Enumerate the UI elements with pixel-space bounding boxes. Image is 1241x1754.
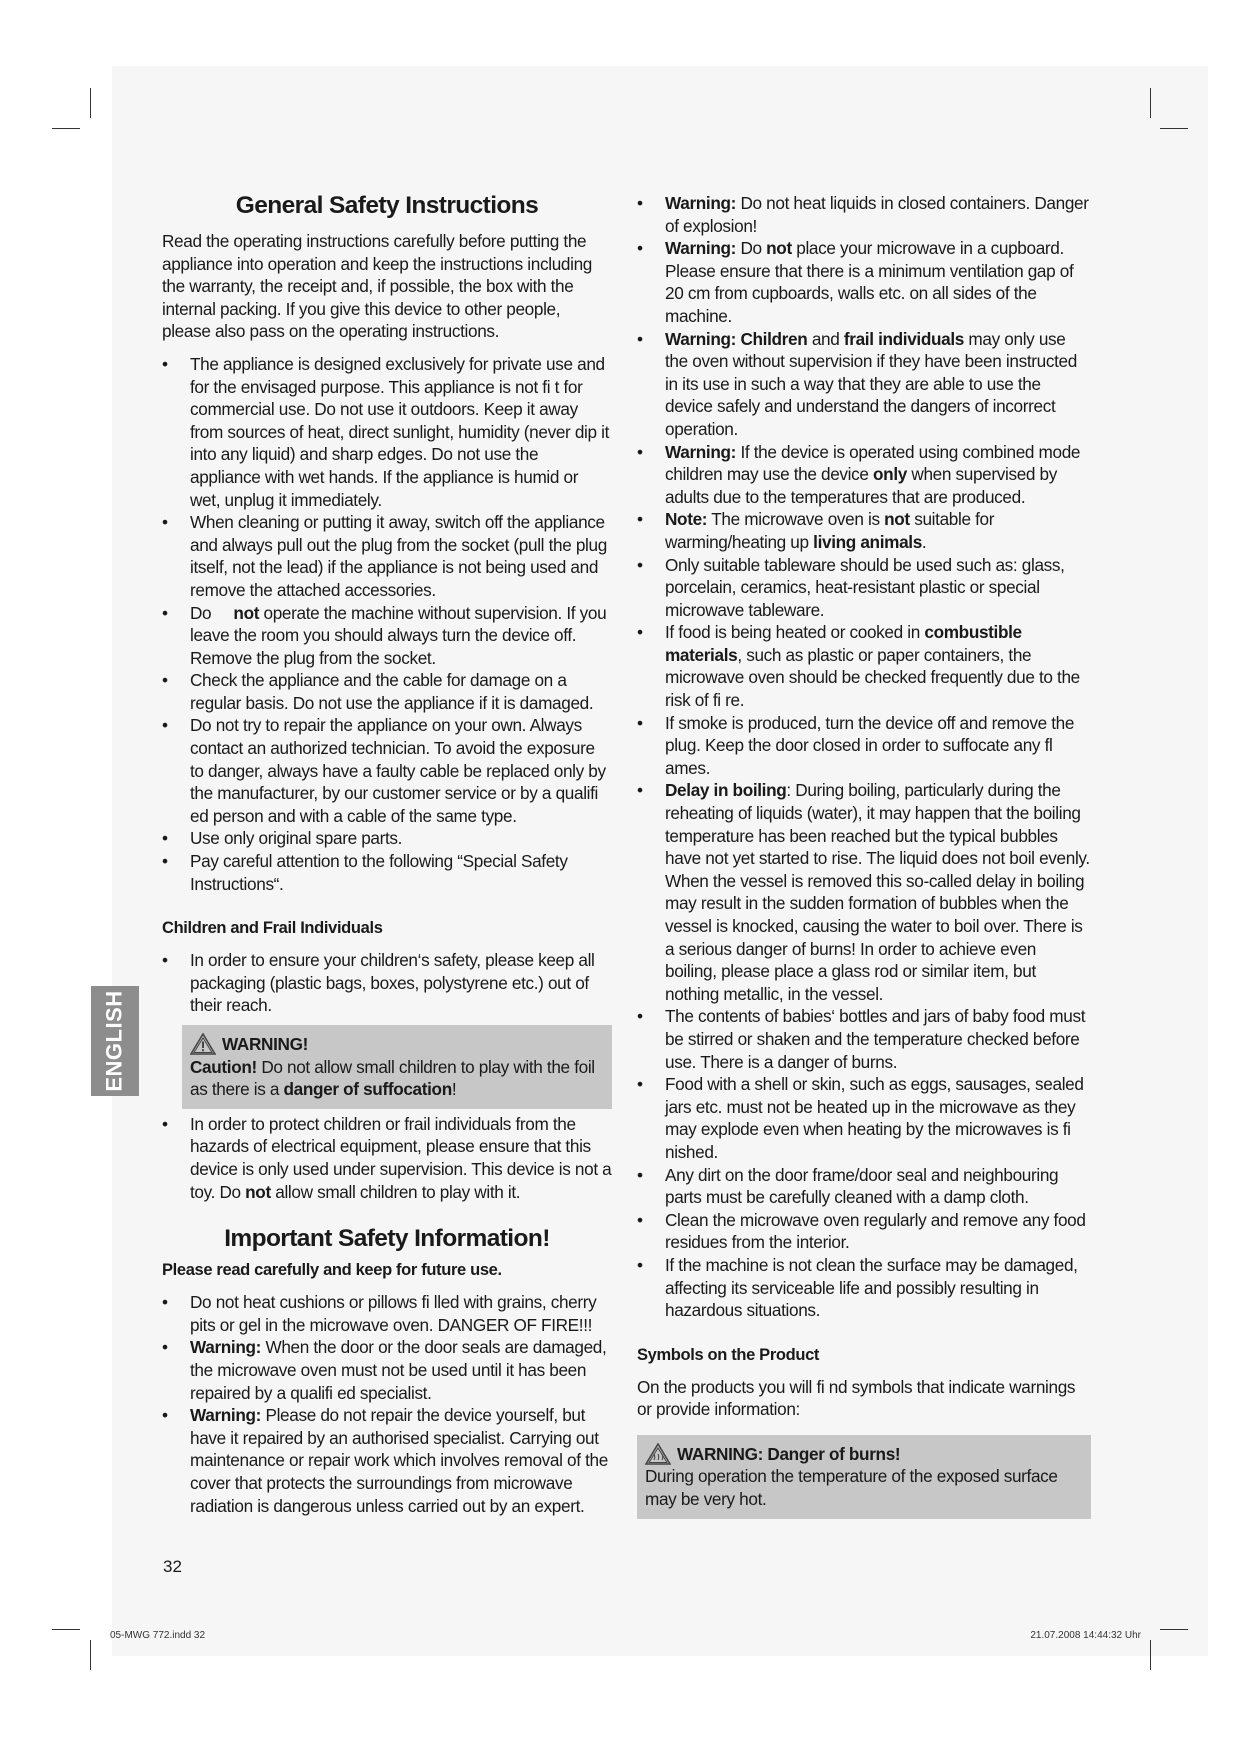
list-item: • The contents of babies‘ bottles and jars of baby food must be stirred or shaken and the temperature checked before use. There is a danger of burns. [637, 1006, 1086, 1072]
list-item: • If food is being heated or cooked in combustible materials, such as plastic or paper containers, the microwave oven should be checked frequently due to the risk of fi re. [637, 622, 1080, 711]
language-tab [91, 986, 139, 1096]
warning-text: Caution! Do not allow small children to play with the foil as there is a danger of suffocation! [190, 1056, 595, 1100]
crop-mark [1150, 1640, 1151, 1670]
important-list [162, 1291, 612, 1517]
language-tab-label: ENGLISH [102, 990, 128, 1092]
list-item: • Warning: Do not heat liquids in closed containers. Danger of explosion! [637, 193, 1089, 236]
list-item: • Do not heat cushions or pillows fi lled with grains, cherry pits or gel in the microwave oven. DANGER OF FIRE!!! [162, 1292, 597, 1335]
crop-mark [90, 88, 91, 118]
left-column [162, 192, 612, 1517]
list-item: • Delay in boiling: During boiling, particularly during the reheating of liquids (water), it may happen that the boiling temperature has been reached but the typical bubbles have not yet started to rise. The liquid does not boil evenly. When the vessel is removed this so-called delay in boiling may result in the sudden formation of bubbles when the vessel is knocked, causing the water to boil over. There is a serious danger of burns! In order to achieve even boiling, please place a glass rod or similar item, but nothing metallic, in the vessel. [637, 780, 1090, 1004]
warning-title: WARNING! [190, 1033, 604, 1056]
important-title: Important Safety Information! [224, 1225, 550, 1253]
microwave-warnings-list [637, 192, 1091, 1322]
list-item: • Do not try to repair the appliance on your own. Always contact an authorized technician. To avoid the exposure to danger, always have a faulty cable be replaced only by the manufacturer, by our customer service or by a qualifi ed person and with a cable of the same type. [162, 715, 606, 826]
protect-list [162, 1113, 612, 1203]
important-subtitle: Please read carefully and keep for future use. [162, 1261, 502, 1280]
footer-file-info: 05-MWG 772.indd 32 [110, 1630, 206, 1641]
list-item: • Warning: If the device is operated using combined mode children may use the device only when supervised by adults due to the temperatures that are produced. [637, 441, 1081, 507]
list-item: • If smoke is produced, turn the device off and remove the plug. Keep the door closed in order to suffocate any fl ames. [637, 712, 1075, 778]
list-item: • Pay careful attention to the following “Special Safety Instructions“. [162, 851, 568, 894]
list-item: • If the machine is not clean the surface may be damaged, affecting its serviceable life and possibly resulting in hazardous situations. [637, 1254, 1078, 1321]
children-list [162, 949, 612, 1017]
symbols-paragraph: On the products you will fi nd symbols that indicate warnings or provide information: [637, 1376, 1076, 1420]
crop-mark [1160, 1629, 1188, 1630]
list-item: • Do not operate the machine without supervision. If you leave the room you should always turn the device off. Remove the plug from the socket. [162, 602, 607, 668]
children-heading: Children and Frail Individuals [162, 919, 383, 938]
footer-timestamp: 21.07.2008 14:44:32 Uhr [1030, 1630, 1141, 1641]
list-item: • Food with a shell or skin, such as eggs, sausages, sealed jars etc. must not be heated up in the microwave as they may explode even when heating by the microwaves is fi nished. [637, 1074, 1084, 1162]
page-number: 32 [163, 1557, 182, 1576]
list-item: • Warning: When the door or the door seals are damaged, the microwave oven must not be used until it has been repaired by a qualifi ed specialist. [162, 1337, 607, 1403]
crop-mark [90, 1640, 91, 1670]
list-item: • In order to protect children or frail individuals from the hazards of electrical equipment, please ensure that this device is only used under supervision. This device is not a toy. Do not allow small children to play with it. [162, 1113, 612, 1202]
burns-warning-box [637, 1435, 1091, 1519]
crop-mark [52, 128, 80, 129]
list-item: • Warning: Children and frail individuals may only use the oven without supervision if they have been instructed in its use in such a way that they are able to use the device safely and understand the dangers of incorrect operation. [637, 328, 1077, 439]
warning-triangle-icon [190, 1033, 216, 1055]
warning-text: During operation the temperature of the exposed surface may be very hot. [645, 1466, 1058, 1510]
warning-triangle-icon [645, 1443, 671, 1465]
crop-mark [52, 1629, 80, 1630]
crop-mark [1160, 128, 1188, 129]
list-item: • Check the appliance and the cable for damage on a regular basis. Do not use the appliance if it is damaged. [162, 670, 594, 713]
list-item: • Use only original spare parts. [162, 828, 403, 849]
list-item: • Clean the microwave oven regularly and remove any food residues from the interior. [637, 1209, 1086, 1253]
list-item: • Warning: Do not place your microwave in a cupboard. Please ensure that there is a minimum ventilation gap of 20 cm from cupboards, walls etc. on all sides of the machine. [637, 238, 1074, 326]
intro-paragraph: Read the operating instructions carefully before putting the appliance into operation and keep the instructions including the warranty, the receipt and, if possible, the box with the internal packing. If you give this device to other people, please also pass on the operating instructions. [162, 231, 593, 342]
list-item: • Warning: Please do not repair the device yourself, but have it repaired by an authorised specialist. Carrying out maintenance or repair work which involves removal of the cover that protects the surroundings from microwave radiation is dangerous unless carried out by an expert. [162, 1405, 608, 1516]
warning-title: WARNING: Danger of burns! [645, 1443, 1083, 1466]
general-bullet-list [162, 353, 612, 895]
list-item: • When cleaning or putting it away, switch off the appliance and always pull out the plug from the socket (pull the plug itself, not the lead) if the appliance is not being used and remove the attached accessories. [162, 512, 607, 600]
crop-mark [1150, 88, 1151, 118]
list-item: • Any dirt on the door frame/door seal and neighbouring parts must be carefully cleaned with a damp cloth. [637, 1164, 1059, 1208]
list-item: • The appliance is designed exclusively for private use and for the envisaged purpose. This appliance is not fi t for commercial use. Do not use it outdoors. Keep it away from sources of heat, direct sunlight, humidity (never dip it into any liquid) and sharp edges. Do not use the appliance with wet hands. If the appliance is humid or wet, unplug it immediately. [162, 353, 610, 510]
list-item: • Only suitable tableware should be used such as: glass, porcelain, ceramics, heat-resistant plastic or special microwave tableware. [637, 554, 1065, 620]
right-column [637, 192, 1091, 1523]
list-item: • In order to ensure your children‘s safety, please keep all packaging (plastic bags, boxes, polystyrene etc.) out of their reach. [162, 950, 595, 1016]
list-item: • Note: The microwave oven is not suitable for warming/heating up living animals. [637, 509, 995, 552]
symbols-heading: Symbols on the Product [637, 1345, 820, 1364]
suffocation-warning-box [182, 1025, 612, 1109]
section-title: General Safety Instructions [235, 192, 539, 219]
